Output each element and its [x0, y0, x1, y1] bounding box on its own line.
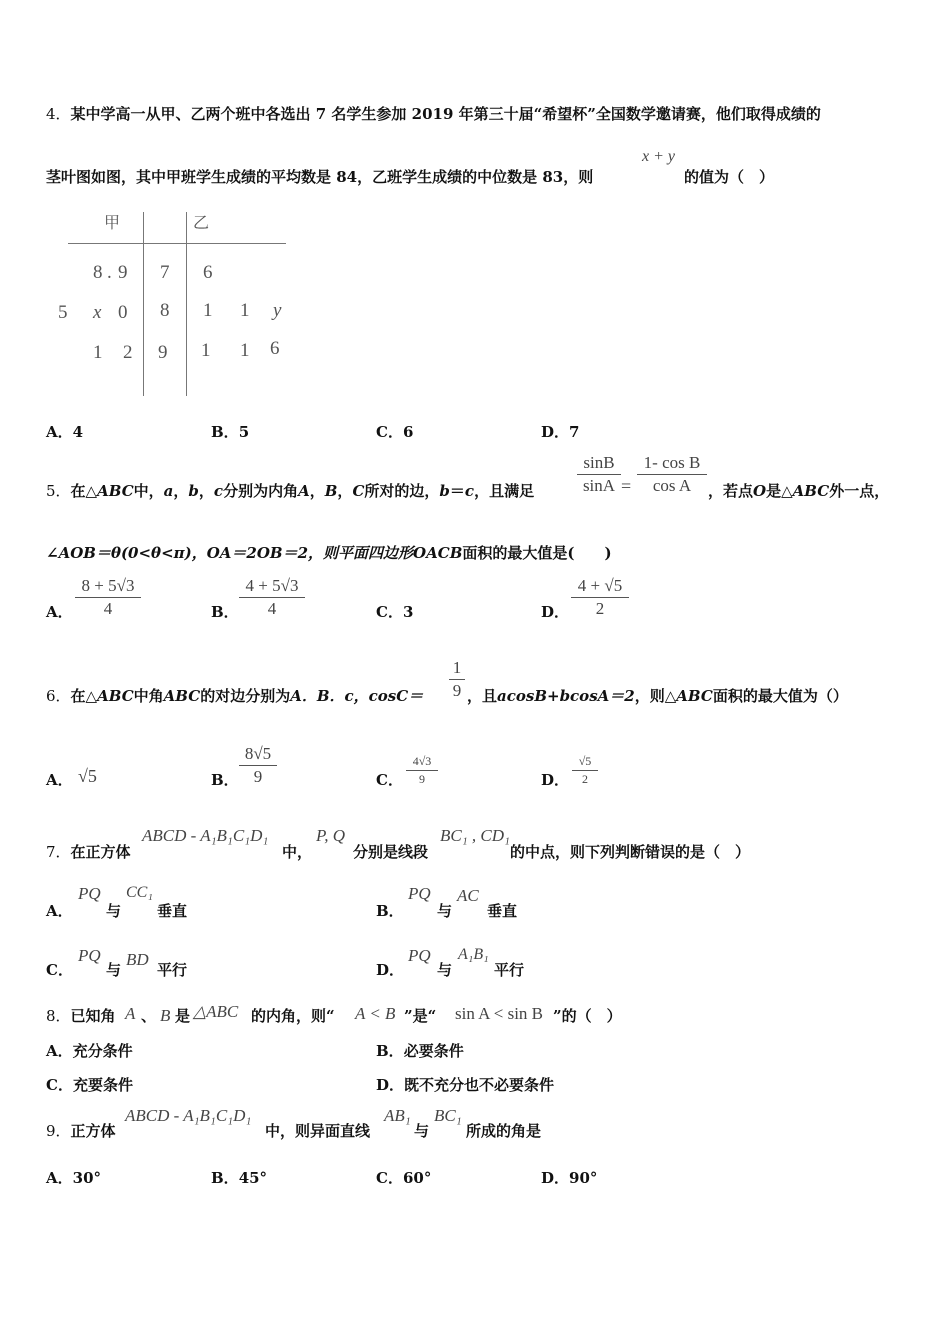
- leaf-left: 2: [123, 342, 133, 363]
- stem: 9: [158, 342, 168, 363]
- header-divider: [68, 243, 286, 244]
- q7-option-c-m2: BD: [126, 950, 149, 969]
- leaf-left: 1: [93, 342, 103, 363]
- leaf-right: 1: [240, 340, 250, 361]
- q8-cond2: sin A < sin B: [455, 1004, 544, 1023]
- q7-option-b-tail: 垂直: [487, 902, 518, 920]
- q4-option-c[interactable]: C．6: [376, 423, 414, 441]
- q4-option-d[interactable]: D．7: [541, 423, 580, 441]
- q7-option-d-m1: PQ: [408, 946, 431, 965]
- stem-divider-right: [186, 212, 187, 396]
- q7-num: 7．在正方体: [46, 843, 131, 861]
- q7-option-c-tail: 平行: [157, 961, 188, 979]
- q7-option-b-m2: AC: [457, 886, 479, 905]
- q8-option-c[interactable]: C．充要条件: [46, 1076, 133, 1094]
- q4-line2: 茎叶图如图，其中甲班学生成绩的平均数是 84，乙班学生成绩的中位数是 83，则: [46, 168, 594, 186]
- q8-option-d[interactable]: D．既不充分也不必要条件: [376, 1076, 555, 1094]
- q7-text4: 的中点，则下列判断错误的是（ ）: [510, 843, 751, 861]
- q7-option-c-m1: PQ: [78, 946, 101, 965]
- q7-option-d-m2: A₁B₁: [458, 946, 489, 963]
- q6-option-b-value[interactable]: 8√5 9: [239, 744, 277, 787]
- q8-text3: 的内角，则“: [251, 1007, 335, 1025]
- q7-option-a[interactable]: A．: [46, 902, 73, 920]
- q5-fraction-1: sinB sinA: [577, 453, 621, 496]
- q7-option-a-tail: 垂直: [157, 902, 188, 920]
- q6-option-a-label[interactable]: A．: [46, 771, 73, 789]
- q5-fraction-2: 1- cos B cos A: [637, 453, 707, 496]
- q6-option-c-value[interactable]: 4√3 9: [406, 754, 438, 787]
- q9-option-c[interactable]: C．60°: [376, 1169, 432, 1187]
- q5-option-a-value[interactable]: 8 + 5√3 4: [75, 576, 141, 619]
- q5-option-b-label[interactable]: B．: [211, 603, 239, 621]
- q8-text5: ”的（ ）: [553, 1007, 622, 1025]
- q4-expr: x + y: [642, 148, 675, 165]
- leaf-left: 0: [118, 302, 128, 323]
- q6-option-d-value[interactable]: √5 2: [572, 754, 598, 787]
- q6-line-a: 6．在△ABC中角ABC的对边分别为A．B．c，cosC＝: [46, 687, 424, 705]
- q4-tail: 的值为（ ）: [684, 168, 775, 186]
- q4-option-a[interactable]: A．4: [46, 423, 84, 441]
- leaf-right: 1: [203, 300, 213, 321]
- leaf-left: 9: [118, 262, 128, 283]
- q9-option-a[interactable]: A．30°: [46, 1169, 102, 1187]
- q6-option-d-label[interactable]: D．: [541, 771, 570, 789]
- q5-line2: ∠AOB＝θ(0<θ<π)，OA＝2OB＝2，则平面四边形OACB面积的最大值是( ): [46, 544, 612, 562]
- q7-option-d-mid: 与: [437, 961, 453, 979]
- q5-equals: =: [621, 476, 632, 496]
- q8-angle-a: A: [125, 1004, 136, 1023]
- q7-segments: BC₁ , CD₁: [440, 826, 510, 845]
- leaf-left: .: [107, 262, 112, 283]
- q5-option-b-value[interactable]: 4 + 5√3 4: [239, 576, 305, 619]
- q8-text4: ”是“: [404, 1007, 437, 1025]
- leaf-right: 1: [240, 300, 250, 321]
- q9-option-b[interactable]: B．45°: [211, 1169, 268, 1187]
- q7-pq: P, Q: [316, 826, 345, 845]
- q9-line: 9．正方体: [46, 1122, 116, 1140]
- q6-option-b-label[interactable]: B．: [211, 771, 239, 789]
- q6-option-a-value[interactable]: √5: [78, 766, 97, 786]
- q5-option-c[interactable]: C．3: [376, 603, 414, 621]
- q9-text4: 所成的角是: [466, 1122, 542, 1140]
- q7-option-d[interactable]: D．: [376, 961, 405, 979]
- q7-option-a-mid: 与: [106, 902, 122, 920]
- q8-cond1: A < B: [355, 1004, 396, 1023]
- q7-text3: 分别是线段: [353, 843, 429, 861]
- stem: 7: [160, 262, 170, 283]
- q7-cube: ABCD - A₁B₁C₁D₁: [142, 826, 269, 845]
- q9-cube: ABCD - A₁B₁C₁D₁: [125, 1106, 252, 1125]
- q6-line-b: ，且acosB+bcosA＝2，则△ABC面积的最大值为（）: [467, 687, 848, 705]
- left-header: 甲: [104, 215, 121, 232]
- q7-option-c[interactable]: C．: [46, 961, 73, 979]
- q8-sep: 、: [141, 1007, 157, 1025]
- q7-option-b-mid: 与: [437, 902, 453, 920]
- leaf-right: 6: [203, 262, 213, 283]
- q5-line1-b: ，若点O是△ABC外一点，: [708, 482, 890, 500]
- q8-text2: 是: [175, 1007, 191, 1025]
- q9-text3: 与: [414, 1122, 430, 1140]
- stem: 8: [160, 300, 170, 321]
- q8-line: 8．已知角: [46, 1007, 116, 1025]
- q7-option-d-tail: 平行: [494, 961, 525, 979]
- q8-angle-b: B: [160, 1006, 171, 1025]
- q7-option-c-mid: 与: [106, 961, 122, 979]
- q5-option-a-label[interactable]: A．: [46, 603, 73, 621]
- right-header: 乙: [193, 215, 210, 232]
- q8-triangle: △ABC: [193, 1002, 239, 1021]
- leaf-left: 8: [93, 262, 103, 283]
- q8-option-b[interactable]: B．必要条件: [376, 1042, 464, 1060]
- q8-option-a[interactable]: A．充分条件: [46, 1042, 133, 1060]
- leaf-right: 1: [201, 340, 211, 361]
- q5-line1-a: 5．在△ABC中，a，b，c分别为内角A，B，C所对的边，b＝c，且满足: [46, 482, 535, 500]
- q4-line1: 4．某中学高一从甲、乙两个班中各选出 7 名学生参加 2019 年第三十届“希望杯”全国数学邀请赛，他们取得成绩的: [46, 105, 821, 123]
- q9-line2: BC₁: [434, 1106, 462, 1125]
- q7-option-b-m1: PQ: [408, 884, 431, 903]
- q7-option-b[interactable]: B．: [376, 902, 404, 920]
- q5-option-d-label[interactable]: D．: [541, 603, 570, 621]
- stem-divider-left: [143, 212, 144, 396]
- leaf-left: x: [93, 302, 102, 323]
- q4-option-b[interactable]: B．5: [211, 423, 250, 441]
- q9-text2: 中，则异面直线: [265, 1122, 371, 1140]
- q5-option-d-value[interactable]: 4 + √5 2: [571, 576, 629, 619]
- leaf-right: 6: [270, 338, 280, 359]
- q6-option-c-label[interactable]: C．: [376, 771, 403, 789]
- q7-option-a-m1: PQ: [78, 884, 101, 903]
- q7-text2: 中，: [282, 843, 313, 861]
- q6-fraction: 1 9: [449, 658, 465, 701]
- q9-option-d[interactable]: D．90°: [541, 1169, 598, 1187]
- q7-option-a-m2: CC₁: [126, 884, 153, 901]
- q9-line1: AB₁: [384, 1106, 411, 1125]
- leaf-left: 5: [58, 302, 68, 323]
- leaf-right: y: [273, 300, 282, 321]
